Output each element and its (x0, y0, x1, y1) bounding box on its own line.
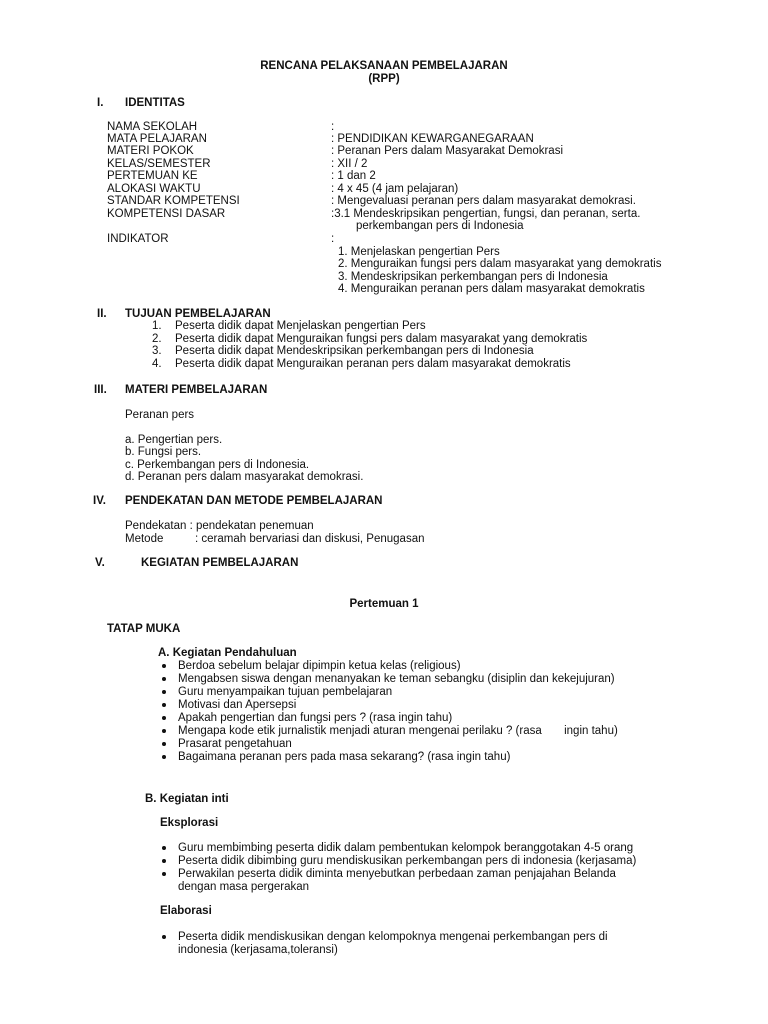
pendekatan-line: Pendekatan : pendekatan penemuan (125, 520, 314, 532)
section-heading-pendekatan: PENDEKATAN DAN METODE PEMBELAJARAN (125, 495, 383, 507)
section-heading-materi: MATERI PEMBELAJARAN (125, 384, 268, 396)
list-item: Peserta didik dapat Menguraikan fungsi pers dalam masyarakat yang demokratis (175, 333, 588, 345)
indikator-label: INDIKATOR (107, 233, 169, 245)
identitas-value: : 1 dan 2 (331, 170, 376, 182)
materi-intro: Peranan pers (125, 409, 195, 421)
list-item: Peserta didik dapat Mendeskripsikan perkembangan pers di Indonesia (175, 345, 534, 357)
bullet-icon (162, 703, 166, 707)
bullet-icon (162, 716, 166, 720)
bullet-icon (162, 742, 166, 746)
list-item: Bagaimana peranan pers pada masa sekarang? (rasa ingin tahu) (178, 751, 511, 763)
list-item: Motivasi dan Apersepsi (178, 699, 297, 711)
list-item-continuation: dengan masa pergerakan (178, 881, 310, 893)
section-number: V. (95, 557, 105, 569)
bullet-icon (162, 755, 166, 759)
indikator-item: 4. Menguraikan peranan pers dalam masyarakat demokratis (338, 283, 645, 295)
subsection-heading-inti: B. Kegiatan inti (145, 793, 229, 805)
indikator-colon: : (331, 233, 335, 245)
section-heading-tujuan: TUJUAN PEMBELAJARAN (125, 308, 271, 320)
bullet-icon (162, 872, 166, 876)
list-item: d. Peranan pers dalam masyarakat demokrasi. (125, 471, 364, 483)
list-item: Peserta didik dapat Menjelaskan pengertian Pers (175, 320, 426, 332)
identitas-value: : XII / 2 (331, 158, 368, 170)
list-item: Berdoa sebelum belajar dipimpin ketua kelas (religious) (178, 660, 461, 672)
section-number: III. (94, 384, 107, 396)
bullet-icon (162, 690, 166, 694)
metode-value: : ceramah bervariasi dan diskusi, Penugasan (195, 533, 425, 545)
list-item: c. Perkembangan pers di Indonesia. (125, 459, 310, 471)
section-heading-kegiatan: KEGIATAN PEMBELAJARAN (141, 557, 299, 569)
list-item: Peserta didik mendiskusikan dengan kelompoknya mengenai perkembangan pers di (178, 931, 608, 943)
document-title: RENCANA PELAKSANAAN PEMBELAJARAN (260, 60, 508, 72)
bullet-icon (162, 859, 166, 863)
identitas-label: PERTEMUAN KE (107, 170, 198, 182)
identitas-label: KOMPETENSI DASAR (107, 208, 226, 220)
bullet-icon (162, 677, 166, 681)
identitas-value-continuation: perkembangan pers di Indonesia (356, 220, 524, 232)
section-number: IV. (93, 495, 107, 507)
indikator-item: 2. Menguraikan fungsi pers dalam masyarakat yang demokratis (338, 258, 662, 270)
bullet-icon (162, 729, 166, 733)
list-item: Apakah pengertian dan fungsi pers ? (rasa ingin tahu) (178, 712, 453, 724)
list-number: 2. (152, 333, 162, 345)
list-item: Mengapa kode etik jurnalistik menjadi aturan mengenai perilaku ? (rasa ingin tahu) (178, 725, 618, 737)
identitas-value: : Peranan Pers dalam Masyarakat Demokrasi (331, 145, 564, 157)
identitas-label: ALOKASI WAKTU (107, 183, 201, 195)
list-item: Peserta didik dibimbing guru mendiskusikan perkembangan pers di indonesia (kerjasama) (178, 855, 637, 867)
list-item: Prasarat pengetahuan (178, 738, 292, 750)
identitas-value: :3.1 Mendeskripsikan pengertian, fungsi, dan peranan, serta. (331, 208, 641, 220)
identitas-value: : Mengevaluasi peranan pers dalam masyarakat demokrasi. (331, 195, 636, 207)
section-number: II. (97, 308, 107, 320)
bullet-icon (162, 664, 166, 668)
tatap-muka-heading: TATAP MUKA (107, 623, 181, 635)
identitas-label: MATERI POKOK (107, 145, 194, 157)
list-number: 1. (152, 320, 162, 332)
eksplorasi-heading: Eksplorasi (160, 817, 219, 829)
list-item: Guru menyampaikan tujuan pembelajaran (178, 686, 393, 698)
identitas-value: : PENDIDIKAN KEWARGANEGARAAN (331, 133, 534, 145)
list-item: Perwakilan peserta didik diminta menyebutkan perbedaan zaman penjajahan Belanda (178, 868, 616, 880)
list-number: 3. (152, 345, 162, 357)
identitas-label: NAMA SEKOLAH (107, 121, 198, 133)
list-item: Mengabsen siswa dengan menanyakan ke teman sebangku (disiplin dan kekejujuran) (178, 673, 615, 685)
bullet-icon (162, 935, 166, 939)
list-item-continuation: indonesia (kerjasama,toleransi) (178, 944, 338, 956)
list-number: 4. (152, 358, 162, 370)
indikator-item: 3. Mendeskripsikan perkembangan pers di Indonesia (338, 271, 608, 283)
identitas-label: KELAS/SEMESTER (107, 158, 211, 170)
metode-label: Metode (125, 533, 164, 545)
identitas-value: : 4 x 45 (4 jam pelajaran) (331, 183, 459, 195)
indikator-item: 1. Menjelaskan pengertian Pers (338, 246, 500, 258)
section-number: I. (97, 97, 104, 109)
list-item: b. Fungsi pers. (125, 446, 202, 458)
section-heading-identitas: IDENTITAS (125, 97, 185, 109)
identitas-label: STANDAR KOMPETENSI (107, 195, 240, 207)
document-subtitle: (RPP) (368, 73, 400, 85)
list-item: a. Pengertian pers. (125, 434, 223, 446)
elaborasi-heading: Elaborasi (160, 905, 212, 917)
identitas-label: MATA PELAJARAN (107, 133, 207, 145)
subsection-heading-pendahuluan: A. Kegiatan Pendahuluan (158, 647, 297, 659)
pertemuan-heading: Pertemuan 1 (349, 598, 419, 610)
list-item: Guru membimbing peserta didik dalam pembentukan kelompok beranggotakan 4-5 orang (178, 842, 634, 854)
identitas-value: : (331, 121, 335, 133)
list-item: Peserta didik dapat Menguraikan peranan pers dalam masyarakat demokratis (175, 358, 571, 370)
bullet-icon (162, 846, 166, 850)
